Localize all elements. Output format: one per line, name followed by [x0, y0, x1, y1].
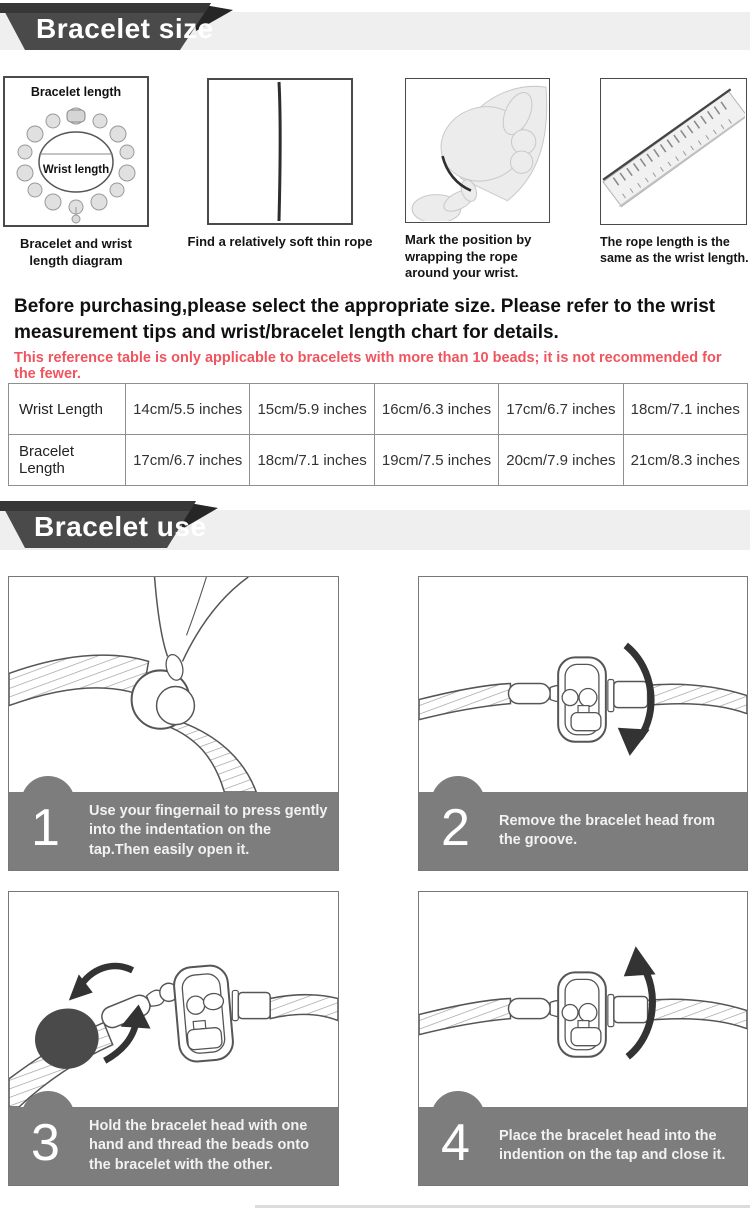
wrist-length-header: Wrist Length: [9, 384, 126, 435]
use-step-caption-2: [419, 792, 747, 870]
use-step-caption-1: [9, 792, 338, 870]
use-step-panel-2: [418, 576, 748, 871]
wrist-length-value: 18cm/7.1 inches: [623, 384, 747, 435]
label-wrist-length: Wrist length: [42, 164, 110, 176]
rope-art: [209, 80, 351, 223]
bracelet-length-value: 21cm/8.3 inches: [623, 435, 747, 486]
banner-size-title: Bracelet size: [36, 13, 214, 44]
step-caption-ruler: The rope length is the same as the wrist length.: [600, 235, 749, 265]
use-step-caption-4: [419, 1107, 747, 1185]
step-number: 3: [31, 1114, 60, 1172]
size-note-text: This reference table is only applicable to bracelets with more than 10 beads; it is not recommended for the fewer.: [14, 350, 722, 382]
step-number: 2: [441, 799, 470, 857]
wrist-length-value: 14cm/5.5 inches: [126, 384, 250, 435]
measure-step-ruler: [600, 78, 747, 266]
bracelet-length-value: 18cm/7.1 inches: [250, 435, 374, 486]
measure-step-wrap: [405, 78, 550, 282]
wrist-length-value: 17cm/6.7 inches: [499, 384, 623, 435]
bracelet-length-value: 19cm/7.5 inches: [374, 435, 498, 486]
step-caption-wrap: Mark the position by wrapping the rope around your wrist.: [405, 232, 532, 281]
measure-step-diagram: [3, 76, 149, 269]
bracelet-diagram-image: [3, 76, 149, 227]
wrist-wrap-art: [406, 79, 548, 221]
close-head-illustration: [419, 892, 747, 1107]
rope-image: [207, 78, 353, 225]
size-intro-text: Before purchasing,please select the appropriate size. Please refer to the wrist measurement tips and wrist/bracelet length chart for details.: [14, 296, 716, 344]
wrist-length-value: 15cm/5.9 inches: [250, 384, 374, 435]
remove-head-illustration: [419, 577, 747, 792]
banner-use-ribbon: [0, 498, 230, 552]
bracelet-length-header: Bracelet Length: [9, 435, 126, 486]
measure-step-rope: [187, 78, 373, 251]
table-row-bracelet: [9, 435, 748, 486]
step-caption-diagram: Bracelet and wrist length diagram: [20, 236, 132, 268]
table-row-wrist: [9, 384, 748, 435]
use-step-panel-1: [8, 576, 339, 871]
ruler-art: [601, 79, 745, 223]
use-step-panel-3: [8, 891, 339, 1186]
banner-use-title: Bracelet use: [34, 511, 207, 542]
thread-beads-illustration: [9, 892, 338, 1107]
step-number: 4: [441, 1114, 470, 1172]
use-step-panel-4: [418, 891, 748, 1186]
ruler-image: [600, 78, 747, 225]
step-number: 1: [31, 799, 60, 857]
bracelet-length-value: 17cm/6.7 inches: [126, 435, 250, 486]
bracelet-length-value: 20cm/7.9 inches: [499, 435, 623, 486]
bottom-divider-line: [255, 1205, 750, 1208]
banner-size-ribbon: [0, 0, 240, 54]
open-clasp-illustration: [9, 577, 338, 792]
step-instruction: Place the bracelet head into the indention on the tap and close it.: [499, 1127, 726, 1163]
step-instruction: Remove the bracelet head from the groove.: [499, 812, 715, 848]
use-step-caption-3: [9, 1107, 338, 1185]
label-bracelet-length: Bracelet length: [30, 85, 122, 99]
bracelet-diagram-art: [5, 78, 147, 225]
wrist-length-value: 16cm/6.3 inches: [374, 384, 498, 435]
wrist-wrap-image: [405, 78, 550, 223]
step-instruction: Hold the bracelet head with one hand and thread the beads onto the bracelet with the other.: [89, 1118, 309, 1173]
step-caption-rope: Find a relatively soft thin rope: [187, 234, 373, 249]
size-table: [8, 383, 748, 486]
step-instruction: Use your fingernail to press gently into the indentation on the tap.Then easily open it.: [89, 803, 328, 858]
